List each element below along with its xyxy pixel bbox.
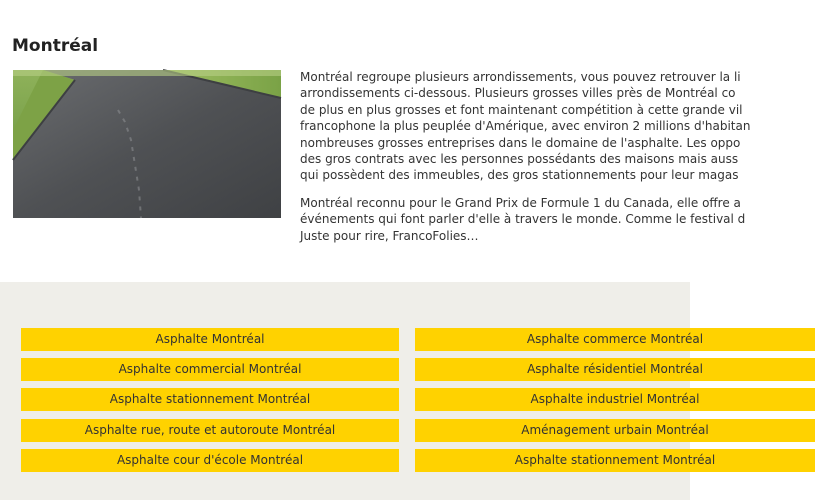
page-title: Montréal — [12, 36, 99, 56]
link-asphalte-montreal[interactable]: Asphalte Montréal — [21, 328, 399, 351]
link-asphalte-stationnement-montreal-2[interactable]: Asphalte stationnement Montréal — [415, 449, 815, 472]
link-asphalte-cour-ecole-montreal[interactable]: Asphalte cour d'école Montréal — [21, 449, 399, 472]
asphalt-road-photo-icon — [13, 70, 281, 218]
intro-paragraph-2: Montréal reconnu pour le Grand Prix de Formule 1 du Canada, elle offre a événements qui font parler d'elle à travers le monde. Comme le festival d Juste pour rire, FrancoFolies… — [300, 195, 746, 243]
link-asphalte-industriel-montreal[interactable]: Asphalte industriel Montréal — [415, 388, 815, 411]
link-amenagement-urbain-montreal[interactable]: Aménagement urbain Montréal — [415, 419, 815, 442]
intro-paragraph-1: Montréal regroupe plusieurs arrondissements, vous pouvez retrouver la li arrondissements ci-dessous. Plusieurs grosses villes près de Montréal co de plus en plus grosses et font maintenant compétition à cette grande vil francophone la plus peuplée d'Amérique, avec environ 2 millions d'habitan nombreuses grosses entreprises dans le domaine de l'asphalte. Les oppo des gros contrats avec les personnes possédants des maisons mais auss qui possèdent des immeubles, des gros stationnements pour leur magas — [300, 70, 751, 183]
intro-text — [300, 69, 760, 255]
link-asphalte-commercial-montreal[interactable]: Asphalte commercial Montréal — [21, 358, 399, 381]
link-asphalte-residentiel-montreal[interactable]: Asphalte résidentiel Montréal — [415, 358, 815, 381]
link-asphalte-rue-route-autoroute-montreal[interactable]: Asphalte rue, route et autoroute Montréal — [21, 419, 399, 442]
links-column-left — [21, 328, 399, 479]
links-column-right — [415, 328, 815, 479]
link-asphalte-commerce-montreal[interactable]: Asphalte commerce Montréal — [415, 328, 815, 351]
link-asphalte-stationnement-montreal[interactable]: Asphalte stationnement Montréal — [21, 388, 399, 411]
hero-image — [13, 70, 281, 218]
